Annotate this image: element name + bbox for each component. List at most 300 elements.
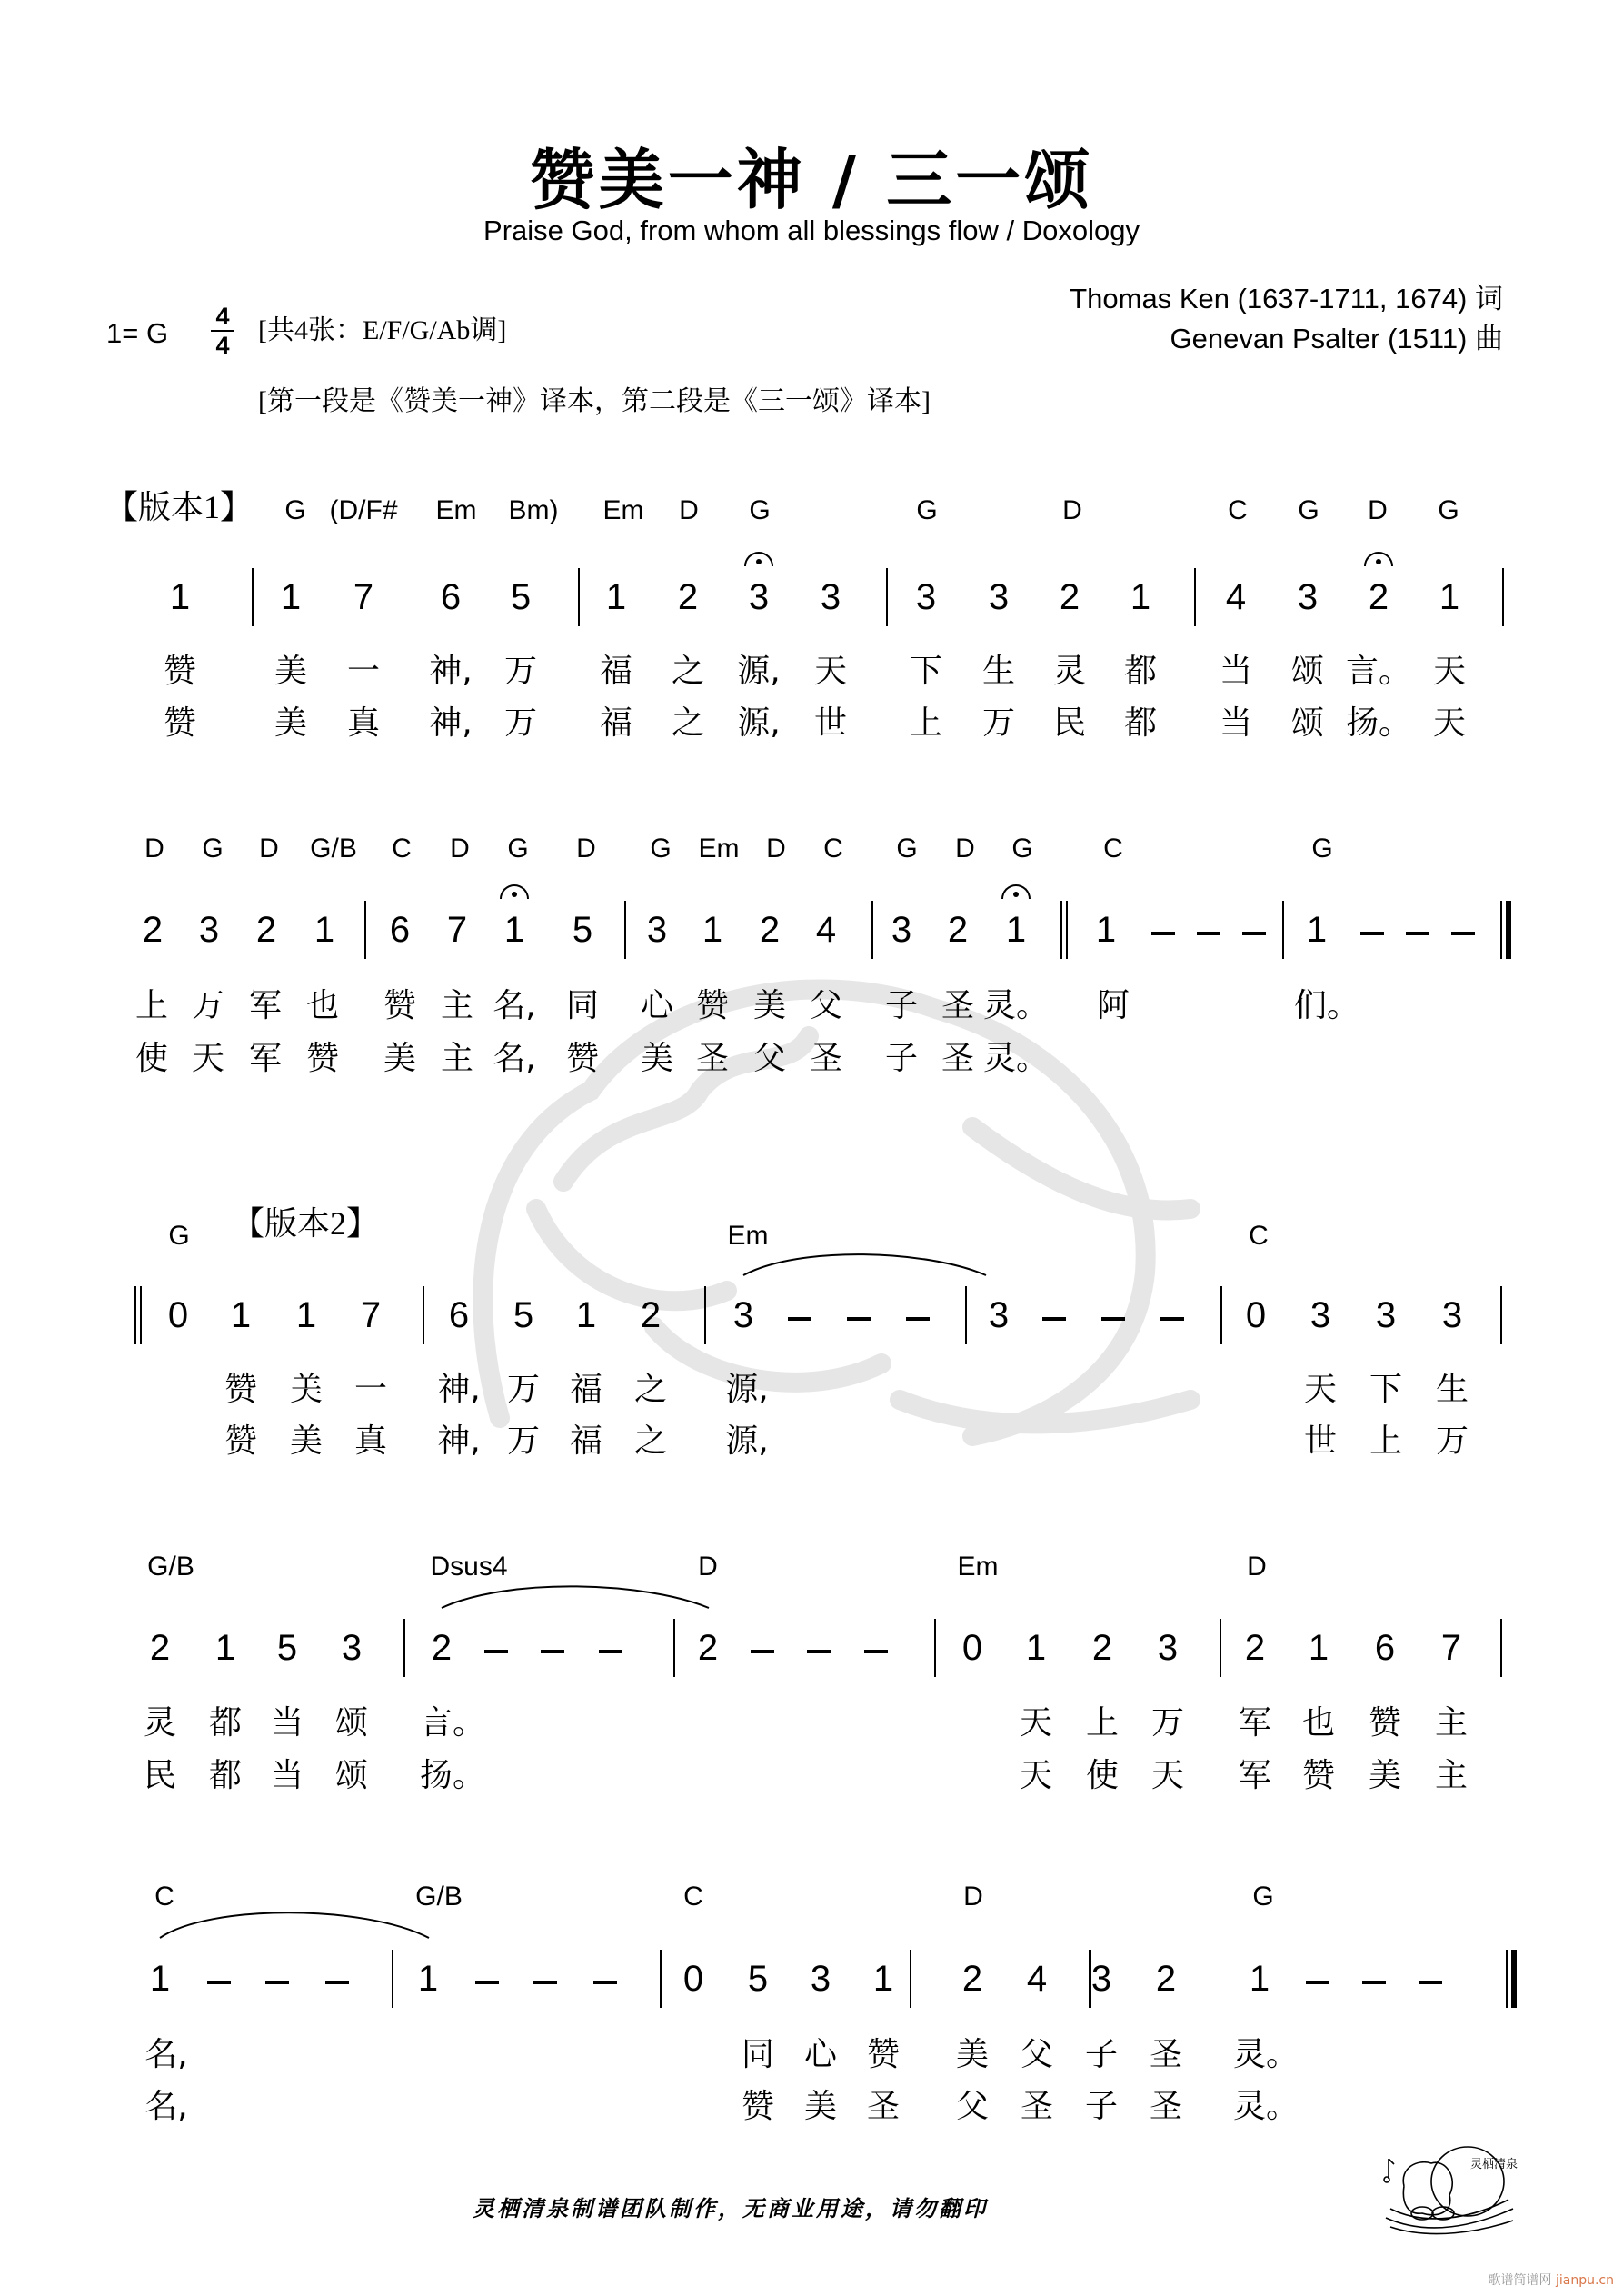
lyric-verse1: 颂 xyxy=(1290,653,1325,690)
note: 1 xyxy=(169,577,191,617)
lyric-verse1: 下 xyxy=(1369,1371,1403,1408)
lyric-verse1: 都 xyxy=(208,1704,243,1742)
lyric-verse2: 民 xyxy=(143,1757,177,1794)
note: 1 xyxy=(1308,1628,1329,1668)
tie-c-1-gb-1 xyxy=(143,1912,328,1937)
chord-symbol: D xyxy=(1062,495,1082,525)
tie-row3-1-1 xyxy=(143,1911,324,1937)
lyric-verse2: 美 xyxy=(640,1040,674,1077)
note: 2 xyxy=(759,910,781,950)
chord-symbol: G xyxy=(749,495,771,525)
tie-c-gb-drawn xyxy=(143,1911,317,1937)
note: 3 xyxy=(198,910,220,950)
lyricist-credit: Thomas Ken (1637-1711, 1674) 词 xyxy=(1070,283,1503,314)
sustain-dash xyxy=(1451,932,1475,935)
note: 1 xyxy=(1249,1959,1270,1999)
lyric-verse2: 子 xyxy=(884,1040,919,1077)
lyric-verse2: 万 xyxy=(1435,1423,1469,1460)
song-title: 赞美一神 / 三一颂 xyxy=(529,142,1094,218)
chord-symbol: D xyxy=(766,834,786,863)
lyric-verse1: 军 xyxy=(248,987,283,1024)
chord-symbol: G xyxy=(168,1221,190,1251)
tie-arc-final xyxy=(144,1912,315,1937)
lyric-verse1: 天 xyxy=(1303,1371,1338,1408)
note: 3 xyxy=(988,577,1010,617)
lyric-verse2: 赞 xyxy=(163,704,197,742)
tie-final xyxy=(143,1912,315,1937)
lyric-verse1: 美 xyxy=(752,987,787,1024)
lyric-verse1: 上 xyxy=(1085,1704,1120,1742)
note: 7 xyxy=(353,577,374,617)
song-subtitle: Praise God, from whom all blessings flow / Doxology xyxy=(483,215,1140,246)
chord-symbol: D xyxy=(679,495,699,525)
chord-symbol: G xyxy=(1311,834,1333,863)
note: 2 xyxy=(697,1628,719,1668)
tie-1-dash-1 xyxy=(142,1914,324,1937)
lyric-verse1: 万 xyxy=(191,987,225,1024)
note: 7 xyxy=(360,1295,382,1335)
lyric-verse1: 主 xyxy=(1434,1704,1469,1742)
barline xyxy=(1500,1619,1502,1677)
chord-symbol: Em xyxy=(698,834,740,863)
note: 1 xyxy=(230,1295,252,1335)
note: 3 xyxy=(1375,1295,1397,1335)
note: 2 xyxy=(640,1295,662,1335)
lyric-verse1: 一 xyxy=(353,1371,388,1408)
lyric-verse2: 扬。 xyxy=(1345,704,1412,742)
site-watermark xyxy=(1489,2271,1614,2289)
tie-c-gb-visible xyxy=(141,1915,310,1939)
note: 1 xyxy=(1439,577,1460,617)
note: 1 xyxy=(872,1959,894,1999)
chord-symbol: C xyxy=(154,1882,174,1912)
lyric-verse2: 当 xyxy=(270,1757,304,1794)
chord-symbol: G xyxy=(916,495,938,525)
lyric-verse1: 美 xyxy=(955,2036,990,2073)
lyric-verse2: 天 xyxy=(1019,1757,1053,1794)
tie-c-gb-arc xyxy=(142,1913,336,1937)
lyric-verse1: 赞 xyxy=(224,1371,258,1408)
tie-1-1 xyxy=(143,1916,315,1937)
tie-c-1 xyxy=(142,1917,313,1938)
sustain-dash xyxy=(1360,932,1384,935)
tie-version2-row3-c xyxy=(143,1912,322,1938)
tie-row3 xyxy=(143,1909,315,1936)
tie-row3-final xyxy=(143,1912,321,1937)
tie-c-gb-2 xyxy=(144,1912,327,1938)
chord-symbol: C xyxy=(1103,834,1123,863)
tie-row3-visible xyxy=(142,1911,311,1936)
note: 5 xyxy=(510,577,532,617)
lyric-verse2: 万 xyxy=(506,1423,541,1460)
site-watermark-url: jianpu.cn xyxy=(1555,2273,1614,2288)
lyric-verse1: 下 xyxy=(909,653,943,690)
note: 1 xyxy=(214,1628,236,1668)
note: 1 xyxy=(295,1295,317,1335)
note: 1 xyxy=(1095,910,1117,950)
lyric-verse1: 万 xyxy=(503,653,538,690)
lyric-verse2: 赞 xyxy=(565,1040,600,1077)
note: 1 xyxy=(417,1959,439,1999)
barline xyxy=(252,568,254,626)
version2-label: 【版本2】 xyxy=(232,1205,380,1242)
note: 1 xyxy=(1005,910,1027,950)
lyric-verse1: 子 xyxy=(884,987,919,1024)
barline xyxy=(392,1950,393,2008)
tie-row3-slur xyxy=(143,1912,316,1938)
lyric-verse1: 也 xyxy=(305,987,340,1024)
sustain-dash xyxy=(1101,1317,1125,1321)
chord-symbol: Em xyxy=(602,495,644,525)
lyric-verse1: 之 xyxy=(671,653,705,690)
tie-row3-c-gb xyxy=(143,1912,316,1938)
sustain-dash xyxy=(906,1317,930,1321)
lyric-verse2: 圣 xyxy=(866,2088,901,2125)
fermata-icon xyxy=(744,552,773,566)
barline xyxy=(934,1619,936,1677)
lyric-verse1: 都 xyxy=(1123,653,1158,690)
tie-c-gb-slur xyxy=(143,1915,323,1937)
note: 4 xyxy=(815,910,837,950)
note: 2 xyxy=(1368,577,1389,617)
lyric-verse2: 圣 xyxy=(809,1040,843,1077)
lyric-verse2: 颂 xyxy=(1290,704,1325,742)
lyric-verse1: 灵。 xyxy=(1232,2036,1299,2073)
lyric-verse2: 神, xyxy=(437,1423,481,1460)
note: 3 xyxy=(748,577,770,617)
lyric-verse1: 主 xyxy=(440,987,474,1024)
sustain-dash xyxy=(864,1650,888,1653)
lyric-verse2: 都 xyxy=(1123,704,1158,742)
lyric-verse2: 子 xyxy=(1084,2088,1119,2125)
barline xyxy=(1502,568,1504,626)
lyric-verse2: 美 xyxy=(383,1040,417,1077)
lyric-verse2: 赞 xyxy=(224,1423,258,1460)
tie-row3-arc xyxy=(143,1912,327,1937)
lyric-verse2: 主 xyxy=(1434,1757,1469,1794)
chord-symbol: C xyxy=(392,834,412,863)
lyric-verse1: 福 xyxy=(599,653,633,690)
chord-symbol: D xyxy=(259,834,279,863)
sustain-dash xyxy=(847,1317,871,1321)
note: 4 xyxy=(1225,577,1247,617)
lyric-verse1: 圣 xyxy=(941,987,975,1024)
barline xyxy=(704,1286,706,1344)
tie-row3-c-to-gb-arc xyxy=(143,1911,323,1937)
lyric-verse2: 赞 xyxy=(741,2088,775,2125)
note: 2 xyxy=(142,910,164,950)
lyric-verse2: 神, xyxy=(429,704,473,742)
chord-symbol: (D/F# xyxy=(329,495,398,525)
version1-label: 【版本1】 xyxy=(105,489,254,525)
note: 5 xyxy=(747,1959,769,1999)
tie-v2r3-c-gb xyxy=(143,1912,322,1936)
sustain-dash xyxy=(1362,1981,1386,1984)
lyric-verse2: 父 xyxy=(752,1040,787,1077)
lyric-verse2: 圣 xyxy=(1020,2088,1054,2125)
lyric-verse1: 父 xyxy=(809,987,843,1024)
tie-c-gb-slur-final xyxy=(143,1912,321,1937)
lyric-verse2: 万 xyxy=(503,704,538,742)
note: 3 xyxy=(988,1295,1010,1335)
chord-symbol: D xyxy=(1247,1552,1267,1582)
tie-c-g-slur xyxy=(143,1915,316,1937)
tie-row3-drawn xyxy=(144,1912,327,1938)
chord-symbol: G/B xyxy=(147,1552,194,1582)
barline xyxy=(1220,1619,1221,1677)
lyric-verse1: 名, xyxy=(493,987,536,1024)
note: 1 xyxy=(503,910,525,950)
barline-thick xyxy=(1511,1950,1517,2008)
lyric-verse2: 扬。 xyxy=(419,1757,486,1794)
note: 1 xyxy=(605,577,627,617)
chord-symbol: D xyxy=(955,834,975,863)
lyric-verse1: 万 xyxy=(1150,1704,1185,1742)
tie-v2r3 xyxy=(143,1912,316,1937)
sustain-dash xyxy=(207,1981,231,1984)
lyric-verse2: 赞 xyxy=(305,1040,340,1077)
lyric-verse2: 颂 xyxy=(334,1757,369,1794)
tie-1-1-row3 xyxy=(143,1912,324,1937)
barline xyxy=(871,901,873,959)
lyric-verse1: 言。 xyxy=(419,1704,486,1742)
barline xyxy=(673,1619,675,1677)
chord-symbol: Em xyxy=(727,1221,769,1251)
lyric-verse1: 源, xyxy=(725,1371,769,1408)
sustain-dash xyxy=(751,1650,774,1653)
chord-symbol: C xyxy=(1228,495,1248,525)
barline-thick xyxy=(1506,901,1511,959)
lyric-verse1: 也 xyxy=(1301,1704,1336,1742)
lyric-verse2: 之 xyxy=(633,1423,668,1460)
lyric-verse2: 福 xyxy=(599,704,633,742)
note: 0 xyxy=(167,1295,189,1335)
chord-symbol: G/B xyxy=(310,834,357,863)
copyright-notice: 灵栖清泉制谱团队制作，无商业用途，请勿翻印 xyxy=(473,2195,988,2221)
tie-c-gb-final xyxy=(143,1915,321,1937)
time-denominator: 4 xyxy=(211,330,234,359)
lyric-verse2: 民 xyxy=(1052,704,1087,742)
barline xyxy=(1506,1950,1508,2008)
note: 1 xyxy=(1306,910,1328,950)
tie-version2-row3-arc xyxy=(144,1912,327,1938)
note: 5 xyxy=(276,1628,298,1668)
sustain-dash xyxy=(1306,1981,1329,1984)
lyric-verse2: 真 xyxy=(346,704,381,742)
chord-symbol: G xyxy=(1011,834,1033,863)
barline xyxy=(403,1619,405,1677)
note: 7 xyxy=(1440,1628,1462,1668)
lyric-verse1: 之 xyxy=(633,1371,668,1408)
chord-symbol: D xyxy=(698,1552,718,1582)
note: 2 xyxy=(1244,1628,1266,1668)
time-numerator: 4 xyxy=(215,303,230,330)
fermata-icon xyxy=(1001,884,1031,899)
chord-symbol: G xyxy=(1438,495,1459,525)
tie-1-arc xyxy=(145,1913,315,1937)
sustain-dash xyxy=(533,1981,557,1984)
lyric-verse2: 世 xyxy=(1303,1423,1338,1460)
lyric-verse2: 世 xyxy=(813,704,848,742)
tie-version2-c xyxy=(142,1911,311,1936)
chord-symbol: C xyxy=(683,1882,703,1912)
chord-symbol: C xyxy=(1249,1221,1269,1251)
tie-c-gb-arc-2 xyxy=(144,1912,327,1938)
lyric-verse1: 上 xyxy=(134,987,169,1024)
note: 2 xyxy=(1059,577,1080,617)
lyric-verse1: 生 xyxy=(981,653,1016,690)
sustain-dash xyxy=(1242,932,1266,935)
lyric-verse1: 父 xyxy=(1020,2036,1054,2073)
tie-c-gb-main xyxy=(144,1915,313,1937)
note: 2 xyxy=(431,1628,453,1668)
lyric-verse1: 赞 xyxy=(866,2036,901,2073)
chord-symbol: D xyxy=(144,834,164,863)
lyric-verse2: 美 xyxy=(1368,1757,1402,1794)
tie-dsus4-2 xyxy=(442,1586,709,1608)
tie-row3-1-to-1 xyxy=(144,1911,328,1937)
lyric-verse1: 福 xyxy=(569,1371,603,1408)
sustain-dash xyxy=(1406,932,1429,935)
lyric-verse2: 之 xyxy=(671,704,705,742)
note: 6 xyxy=(440,577,462,617)
barline xyxy=(1500,1286,1502,1344)
site-watermark-cn: 歌谱简谱网 xyxy=(1488,2273,1552,2288)
lyric-verse2: 上 xyxy=(1369,1423,1403,1460)
chord-symbol: C xyxy=(823,834,843,863)
note: 3 xyxy=(1090,1959,1112,1999)
lyric-verse2: 父 xyxy=(955,2088,990,2125)
note: 3 xyxy=(915,577,937,617)
lyric-verse1: 美 xyxy=(274,653,308,690)
verse-note: [第一段是《赞美一神》译本，第二段是《三一颂》译本] xyxy=(258,386,931,416)
lyric-verse2: 圣 xyxy=(695,1040,730,1077)
note: 2 xyxy=(677,577,699,617)
lyric-verse1: 阿 xyxy=(1096,987,1130,1024)
tie-c-gb-1-to-1 xyxy=(143,1912,321,1937)
tie-1-to-1-row3 xyxy=(143,1912,329,1937)
lyric-verse2: 名, xyxy=(144,2088,188,2125)
tie-c-1-1 xyxy=(143,1914,302,1938)
tie-c-to-gb xyxy=(143,1915,324,1937)
barline xyxy=(965,1286,967,1344)
chord-symbol: G xyxy=(284,495,306,525)
note: 1 xyxy=(1130,577,1151,617)
chord-symbol: Dsus4 xyxy=(430,1552,508,1582)
tie-1-to-1 xyxy=(142,1913,324,1937)
note: 3 xyxy=(1297,577,1319,617)
lyric-verse1: 颂 xyxy=(334,1704,369,1742)
note: 5 xyxy=(572,910,593,950)
note: 3 xyxy=(820,577,841,617)
note: 3 xyxy=(1157,1628,1179,1668)
note: 1 xyxy=(314,910,335,950)
lyric-verse1: 天 xyxy=(1019,1704,1053,1742)
lyric-verse2: 美 xyxy=(274,704,308,742)
tie-row3-visible-arc xyxy=(143,1912,321,1937)
barline xyxy=(1220,1286,1222,1344)
sustain-dash xyxy=(325,1981,349,1984)
lyric-verse1: 灵 xyxy=(1052,653,1087,690)
composer-credit: Genevan Psalter (1511) 曲 xyxy=(1170,323,1503,354)
note: 0 xyxy=(961,1628,983,1668)
sustain-dash xyxy=(599,1650,622,1653)
lyric-verse1: 灵。 xyxy=(982,987,1050,1024)
chord-symbol: G xyxy=(202,834,224,863)
tie-c-gb-slur-2 xyxy=(143,1915,323,1937)
lyric-verse1: 源, xyxy=(737,653,781,690)
note: 1 xyxy=(1025,1628,1047,1668)
chord-symbol: Bm) xyxy=(508,495,559,525)
note: 1 xyxy=(575,1295,597,1335)
tie-c-gb-1 xyxy=(142,1915,316,1938)
chord-symbol: G xyxy=(1252,1882,1274,1912)
sustain-dash xyxy=(484,1650,508,1653)
sustain-dash xyxy=(1151,932,1175,935)
lyric-verse2: 名, xyxy=(493,1040,536,1077)
lyric-verse1: 言。 xyxy=(1345,653,1412,690)
svg-text:灵栖清泉: 灵栖清泉 xyxy=(1470,2158,1518,2171)
tie-1-1-c-gb xyxy=(144,1912,327,1938)
chord-symbol: D xyxy=(963,1882,983,1912)
lyric-verse2: 福 xyxy=(569,1423,603,1460)
chord-symbol: Em xyxy=(957,1552,999,1582)
note: 1 xyxy=(280,577,302,617)
lyric-verse1: 生 xyxy=(1435,1371,1469,1408)
barline xyxy=(1089,1950,1090,2008)
barline xyxy=(364,901,366,959)
tie-c-gb-row3-visible xyxy=(145,1911,328,1936)
tie-c-1-to-gb-1 xyxy=(160,1912,429,1938)
lyric-verse2: 天 xyxy=(191,1040,225,1077)
lyric-verse1: 灵 xyxy=(143,1704,177,1742)
lyric-verse2: 都 xyxy=(208,1757,243,1794)
lyric-verse2: 赞 xyxy=(1301,1757,1336,1794)
sheep-logo-icon xyxy=(1381,2141,1518,2241)
barline xyxy=(1060,901,1062,959)
barline xyxy=(624,901,626,959)
lyric-verse2: 使 xyxy=(1085,1757,1120,1794)
tie-c-gb-1-1 xyxy=(143,1912,317,1936)
lyric-verse1: 万 xyxy=(506,1371,541,1408)
note: 6 xyxy=(1374,1628,1396,1668)
slur-row3 xyxy=(143,1912,315,1937)
lyric-verse2: 当 xyxy=(1219,704,1253,742)
barline xyxy=(423,1286,424,1344)
lyric-verse1: 神, xyxy=(437,1371,481,1408)
lyric-verse1: 天 xyxy=(1432,653,1467,690)
tie-1-1-final xyxy=(143,1912,324,1936)
lyric-verse2: 真 xyxy=(353,1423,388,1460)
lyric-verse2: 万 xyxy=(981,704,1016,742)
chord-symbol: G xyxy=(1298,495,1319,525)
note: 3 xyxy=(646,910,668,950)
lyric-verse2: 灵。 xyxy=(982,1040,1050,1077)
tie-1-over-bar xyxy=(143,1913,323,1937)
tie-c-1-to-1 xyxy=(143,1912,314,1938)
note: 3 xyxy=(810,1959,831,1999)
tie-c-gb-1-1-arc xyxy=(144,1911,328,1937)
chord-symbol: D xyxy=(576,834,596,863)
lyric-verse2: 使 xyxy=(134,1040,169,1077)
note: 0 xyxy=(682,1959,704,1999)
chord-symbol: Em xyxy=(435,495,477,525)
note: 7 xyxy=(446,910,468,950)
lyric-verse1: 军 xyxy=(1238,1704,1272,1742)
tie-c-arc xyxy=(143,1912,323,1937)
tie-version2-row3 xyxy=(143,1913,309,1937)
sustain-dash xyxy=(1197,932,1220,935)
